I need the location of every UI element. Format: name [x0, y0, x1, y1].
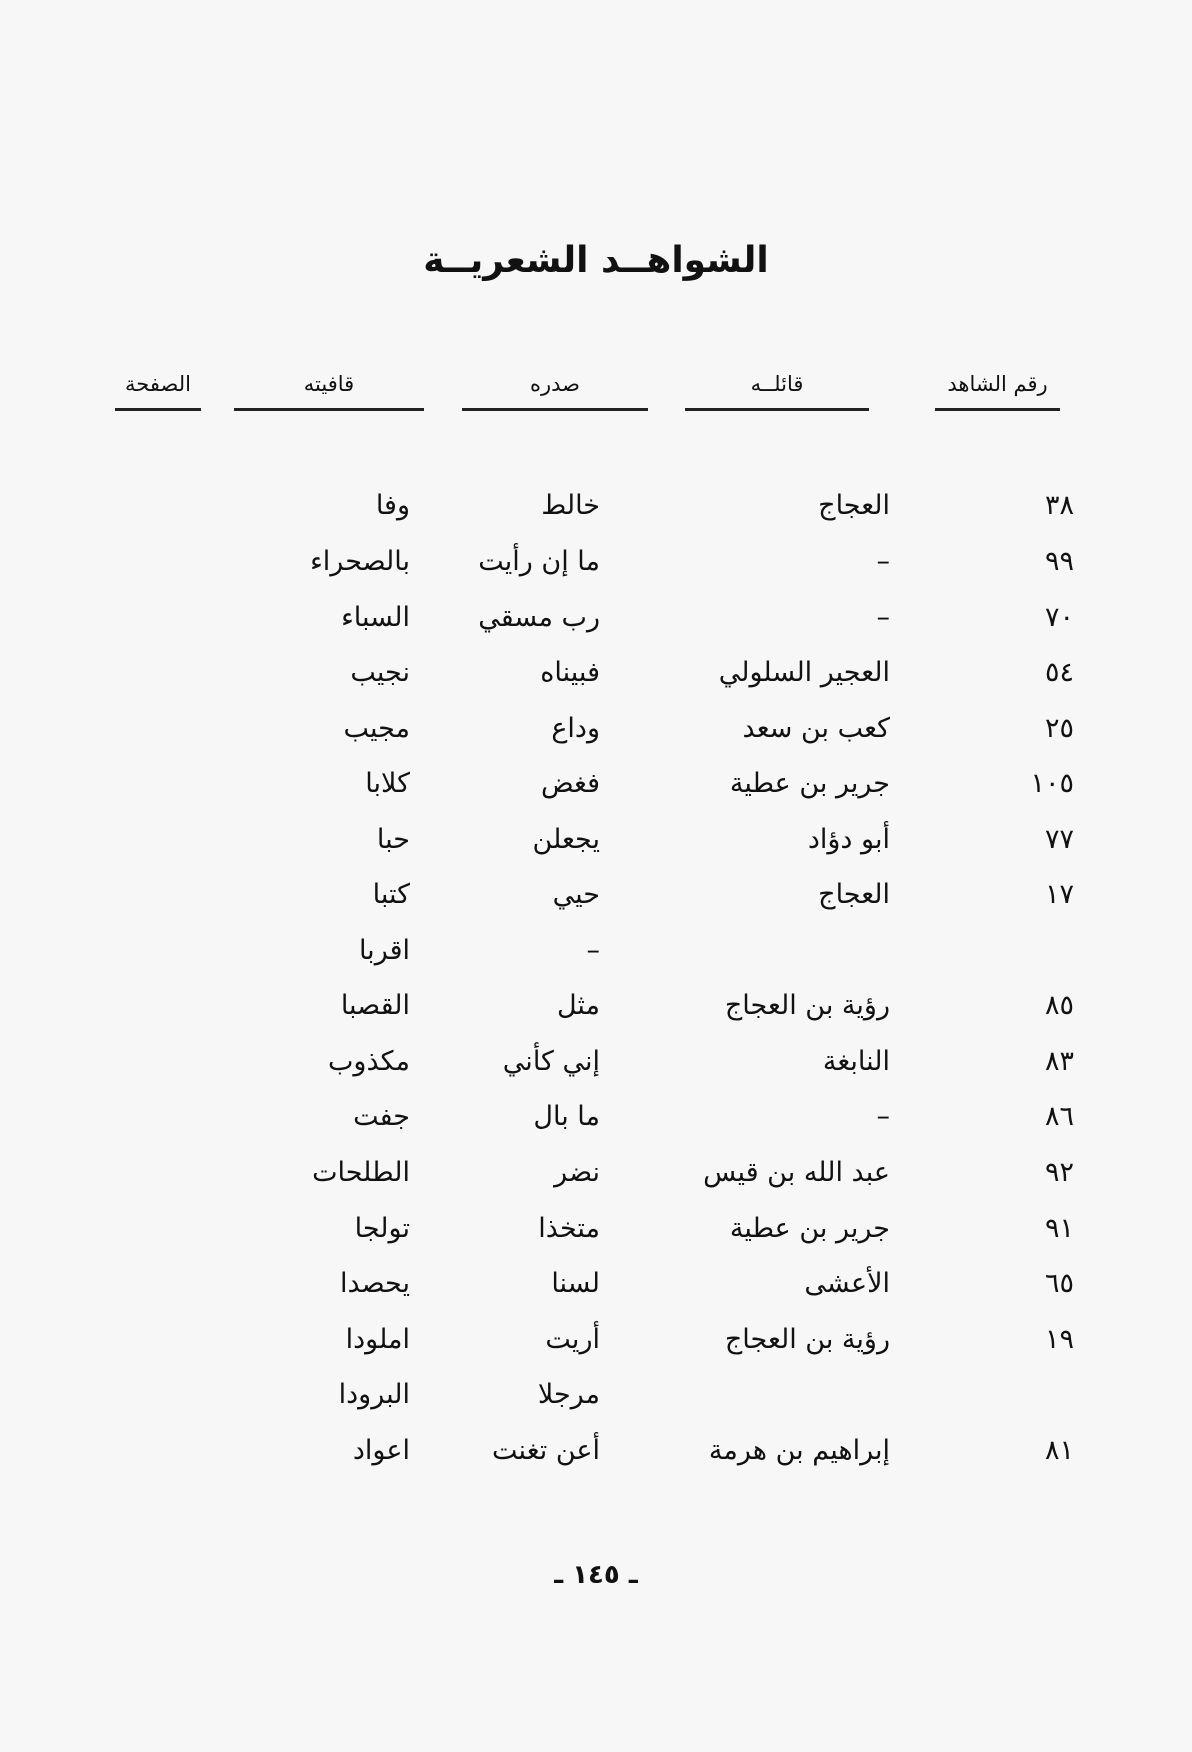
table-row [0, 990, 1192, 1040]
row-opening: ما إن رأيت [478, 546, 600, 577]
row-rhyme: القصبا [340, 990, 410, 1021]
row-opening: – [586, 935, 600, 966]
table-row [0, 546, 1192, 596]
table-row [0, 602, 1192, 652]
row-number: ٨٥ [1044, 990, 1074, 1021]
row-number: ٣٨ [1044, 490, 1074, 521]
table-row [0, 713, 1192, 763]
row-opening: حيي [552, 879, 600, 910]
row-rhyme: اعواد [352, 1435, 410, 1466]
table-row [0, 768, 1192, 818]
table-row [0, 824, 1192, 874]
row-rhyme: تولجا [354, 1213, 410, 1244]
header-rhyme: قافيته [234, 372, 424, 411]
header-page: الصفحة [115, 372, 201, 411]
row-poet: العجاج [818, 490, 890, 521]
row-opening: ما بال [533, 1101, 600, 1132]
row-opening: يجعلن [532, 824, 600, 855]
header-opening: صدره [462, 372, 648, 411]
row-poet: أبو دؤاد [807, 824, 890, 855]
row-opening: متخذا [538, 1213, 600, 1244]
row-rhyme: نجيب [350, 657, 410, 688]
table-row [0, 490, 1192, 540]
row-number: ٩١ [1044, 1213, 1074, 1244]
row-rhyme: مكذوب [327, 1046, 410, 1077]
header-number: رقم الشاهد [935, 372, 1060, 411]
row-poet: جرير بن عطية [729, 768, 890, 799]
row-rhyme: الطلحات [312, 1157, 410, 1188]
header-poet: قائلــه [685, 372, 869, 411]
row-opening: خالط [541, 490, 600, 521]
row-rhyme: يحصدا [339, 1268, 410, 1299]
row-opening: رب مسقي [478, 602, 600, 633]
table-row [0, 935, 1192, 985]
row-opening: أريت [545, 1324, 600, 1355]
row-number: ٦٥ [1044, 1268, 1074, 1299]
page-number: ـ ١٤٥ ـ [554, 1560, 638, 1590]
row-opening: أعن تغنت [492, 1435, 600, 1466]
row-rhyme: جفت [353, 1101, 410, 1132]
row-poet: رؤية بن العجاج [724, 1324, 890, 1355]
row-rhyme: البرودا [338, 1379, 410, 1410]
row-poet: الأعشى [804, 1268, 890, 1299]
row-poet: – [876, 546, 890, 577]
row-rhyme: اقربا [358, 935, 410, 966]
row-poet: جرير بن عطية [729, 1213, 890, 1244]
row-number: ٨١ [1044, 1435, 1074, 1466]
row-number: ٧٠ [1044, 602, 1074, 633]
row-rhyme: كلابا [365, 768, 410, 799]
row-poet: عبد الله بن قيس [703, 1157, 890, 1188]
row-number: ٢٥ [1044, 713, 1074, 744]
row-opening: إني كأني [502, 1046, 600, 1077]
row-opening: لسنا [551, 1268, 600, 1299]
row-rhyme: املودا [345, 1324, 410, 1355]
row-number: ٧٧ [1044, 824, 1074, 855]
row-poet: – [876, 1101, 890, 1132]
row-number: ٥٤ [1044, 657, 1074, 688]
row-rhyme: وفا [375, 490, 410, 521]
row-rhyme: بالصحراء [310, 546, 410, 577]
row-opening: مرجلا [537, 1379, 600, 1410]
row-poet: – [876, 602, 890, 633]
table-row [0, 1101, 1192, 1151]
row-number: ١٩ [1044, 1324, 1074, 1355]
table-row [0, 1213, 1192, 1263]
row-opening: نضر [554, 1157, 600, 1188]
row-poet: النابغة [822, 1046, 890, 1077]
row-poet: إبراهيم بن هرمة [708, 1435, 890, 1466]
row-number: ٩٩ [1044, 546, 1074, 577]
row-rhyme: السباء [341, 602, 410, 633]
table-row [0, 1046, 1192, 1096]
row-number: ٨٣ [1044, 1046, 1074, 1077]
row-poet: العجير السلولي [718, 657, 890, 688]
table-row [0, 657, 1192, 707]
row-opening: مثل [556, 990, 600, 1021]
row-number: ١٧ [1044, 879, 1074, 910]
page-title: الشواهــد الشعريــة [423, 240, 769, 281]
row-rhyme: حبا [376, 824, 410, 855]
table-row [0, 1324, 1192, 1374]
row-opening: وداع [551, 713, 600, 744]
table-row [0, 1379, 1192, 1429]
row-number: ٨٦ [1044, 1101, 1074, 1132]
row-opening: فغض [540, 768, 600, 799]
row-poet: العجاج [818, 879, 890, 910]
row-number: ٩٢ [1044, 1157, 1074, 1188]
row-number: ١٠٥ [1030, 768, 1074, 799]
row-rhyme: مجيب [343, 713, 410, 744]
row-opening: فبيناه [540, 657, 600, 688]
table-row [0, 1268, 1192, 1318]
row-poet: كعب بن سعد [742, 713, 890, 744]
table-row [0, 879, 1192, 929]
table-row [0, 1157, 1192, 1207]
row-poet: رؤية بن العجاج [724, 990, 890, 1021]
row-rhyme: كتبا [372, 879, 410, 910]
table-row [0, 1435, 1192, 1485]
